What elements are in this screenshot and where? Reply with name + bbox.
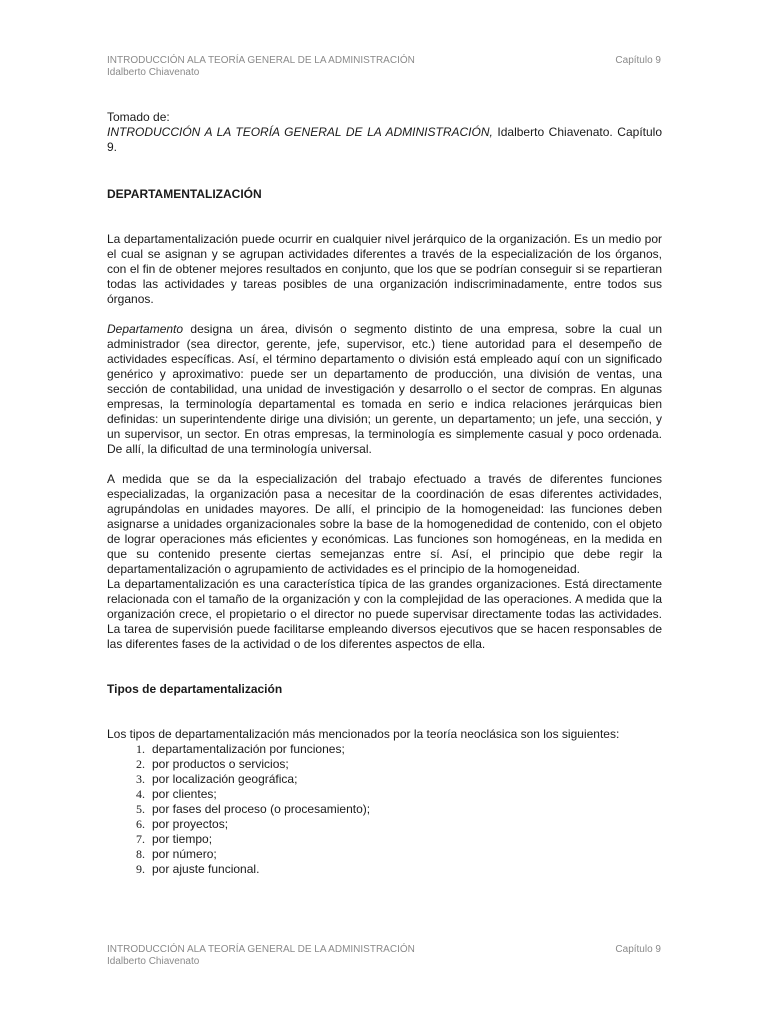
- page-header: [107, 55, 661, 79]
- list-item-text: departamentalización por funciones;: [152, 742, 345, 756]
- header-title: INTRODUCCIÓN ALA TEORÍA GENERAL DE LA ADMINISTRACIÓN: [107, 55, 415, 66]
- list-item-text: por tiempo;: [152, 832, 213, 846]
- list-item-number: 1.: [136, 742, 145, 756]
- book-title: INTRODUCCIÓN A LA TEORÍA GENERAL DE LA ADMINISTRACIÓN,: [107, 125, 493, 139]
- source-citation: [107, 125, 662, 155]
- subsection-title: Tipos de departamentalización: [107, 682, 283, 696]
- list-item: [107, 742, 662, 757]
- section-title: DEPARTAMENTALIZACIÓN: [107, 187, 262, 201]
- paragraph-2: [107, 322, 662, 457]
- list-item-text: por número;: [152, 847, 217, 861]
- list-item-number: 2.: [136, 757, 145, 771]
- list-item-text: por clientes;: [152, 787, 217, 801]
- header-chapter: Capítulo 9: [615, 55, 661, 66]
- source-label: Tomado de:: [107, 110, 170, 124]
- list-item: [107, 847, 662, 862]
- list-item-number: 8.: [136, 847, 145, 861]
- list-item-number: 4.: [136, 787, 145, 801]
- list-item-number: 7.: [136, 832, 145, 846]
- footer-chapter: Capítulo 9: [615, 944, 661, 955]
- list-item: [107, 787, 662, 802]
- list-item-number: 6.: [136, 817, 145, 831]
- footer-title: INTRODUCCIÓN ALA TEORÍA GENERAL DE LA ADMINISTRACIÓN: [107, 944, 415, 955]
- citation-author: Idalberto Chiavenato. Capítulo 9.: [107, 125, 662, 154]
- list-item: [107, 832, 662, 847]
- list-item-number: 5.: [136, 802, 145, 816]
- list-item-number: 9.: [136, 862, 145, 876]
- list-item-text: por fases del proceso (o procesamiento);: [152, 802, 371, 816]
- term-departamento: Departamento: [107, 322, 184, 336]
- list-intro: Los tipos de departamentalización más mencionados por la teoría neoclásica son los siguientes:: [107, 727, 620, 741]
- list-item-text: por localización geográfica;: [152, 772, 298, 786]
- header-author: Idalberto Chiavenato: [107, 67, 200, 78]
- list-item: [107, 862, 662, 877]
- list-item: [107, 817, 662, 832]
- document-body: [107, 110, 662, 877]
- paragraph-2-text: designa un área, divisón o segmento distinto de una empresa, sobre la cual un administrador (sea director, gerente, jefe, supervisor, etc.) tiene autoridad para el desempeño de actividades específicas. Así, el término departamento o división está empleado aquí con un significado genérico y aproximativo: puede ser un departamento de producción, una división de ventas, una sección de contabilidad, una unidad de investigación y desarrollo o el sector de compras. En algunas empresas, la terminología departamental es tomada en serio e indica relaciones jerárquicas bien definidas: un superintendente dirige una división; un gerente, un departamento; un jefe, una sección, y un supervisor, un sector. En otras empresas, la terminología es simplemente casual y poco ordenada. De allí, la dificultad de una terminología universal.: [107, 322, 662, 456]
- list-item-text: por ajuste funcional.: [152, 862, 260, 876]
- paragraph-4: La departamentalización es una característica típica de las grandes organizaciones. Está directamente relacionada con el tamaño de la organización y con la complejidad de las operaciones. A medida que la organización crece, el propietario o el director no puede supervisar directamente todas las actividades. La tarea de supervisión puede facilitarse empleando diversos ejecutivos que se hacen responsables de las diferentes fases de la actividad o de los diferentes aspectos de ella.: [107, 577, 662, 651]
- paragraph-3: A medida que se da la especialización del trabajo efectuado a través de diferentes funciones especializadas, la organización pasa a necesitar de la coordinación de esas diferentes actividades, agrupándolas en unidades mayores. De allí, el principio de la homogeneidad: las funciones deben asignarse a unidades organizacionales sobre la base de la homogenedidad de contenido, con el objeto de lograr operaciones más eficientes y económicas. Las funciones son homogéneas, en la medida en que su contenido presente ciertas semejanzas entre sí. Así, el principio que debe regir la departamentalización o agrupamiento de actividades es el principio de la homogeneidad.: [107, 472, 662, 576]
- list-item-text: por proyectos;: [152, 817, 229, 831]
- list-item: [107, 802, 662, 817]
- list-item: [107, 772, 662, 787]
- list-item-text: por productos o servicios;: [152, 757, 289, 771]
- page-footer: [107, 944, 661, 968]
- paragraph-1: La departamentalización puede ocurrir en cualquier nivel jerárquico de la organización. Es un medio por el cual se asignan y se agrupan actividades diferentes a través de la especialización de los órganos, con el fin de obtener mejores resultados en conjunto, que los que se podrían conseguir si se repartieran todas las actividades y tareas posibles de una organización indiscriminadamente, entre todos sus órganos.: [107, 232, 662, 306]
- list-item: [107, 757, 662, 772]
- list-item-number: 3.: [136, 772, 145, 786]
- types-list: [107, 742, 662, 877]
- footer-author: Idalberto Chiavenato: [107, 956, 200, 967]
